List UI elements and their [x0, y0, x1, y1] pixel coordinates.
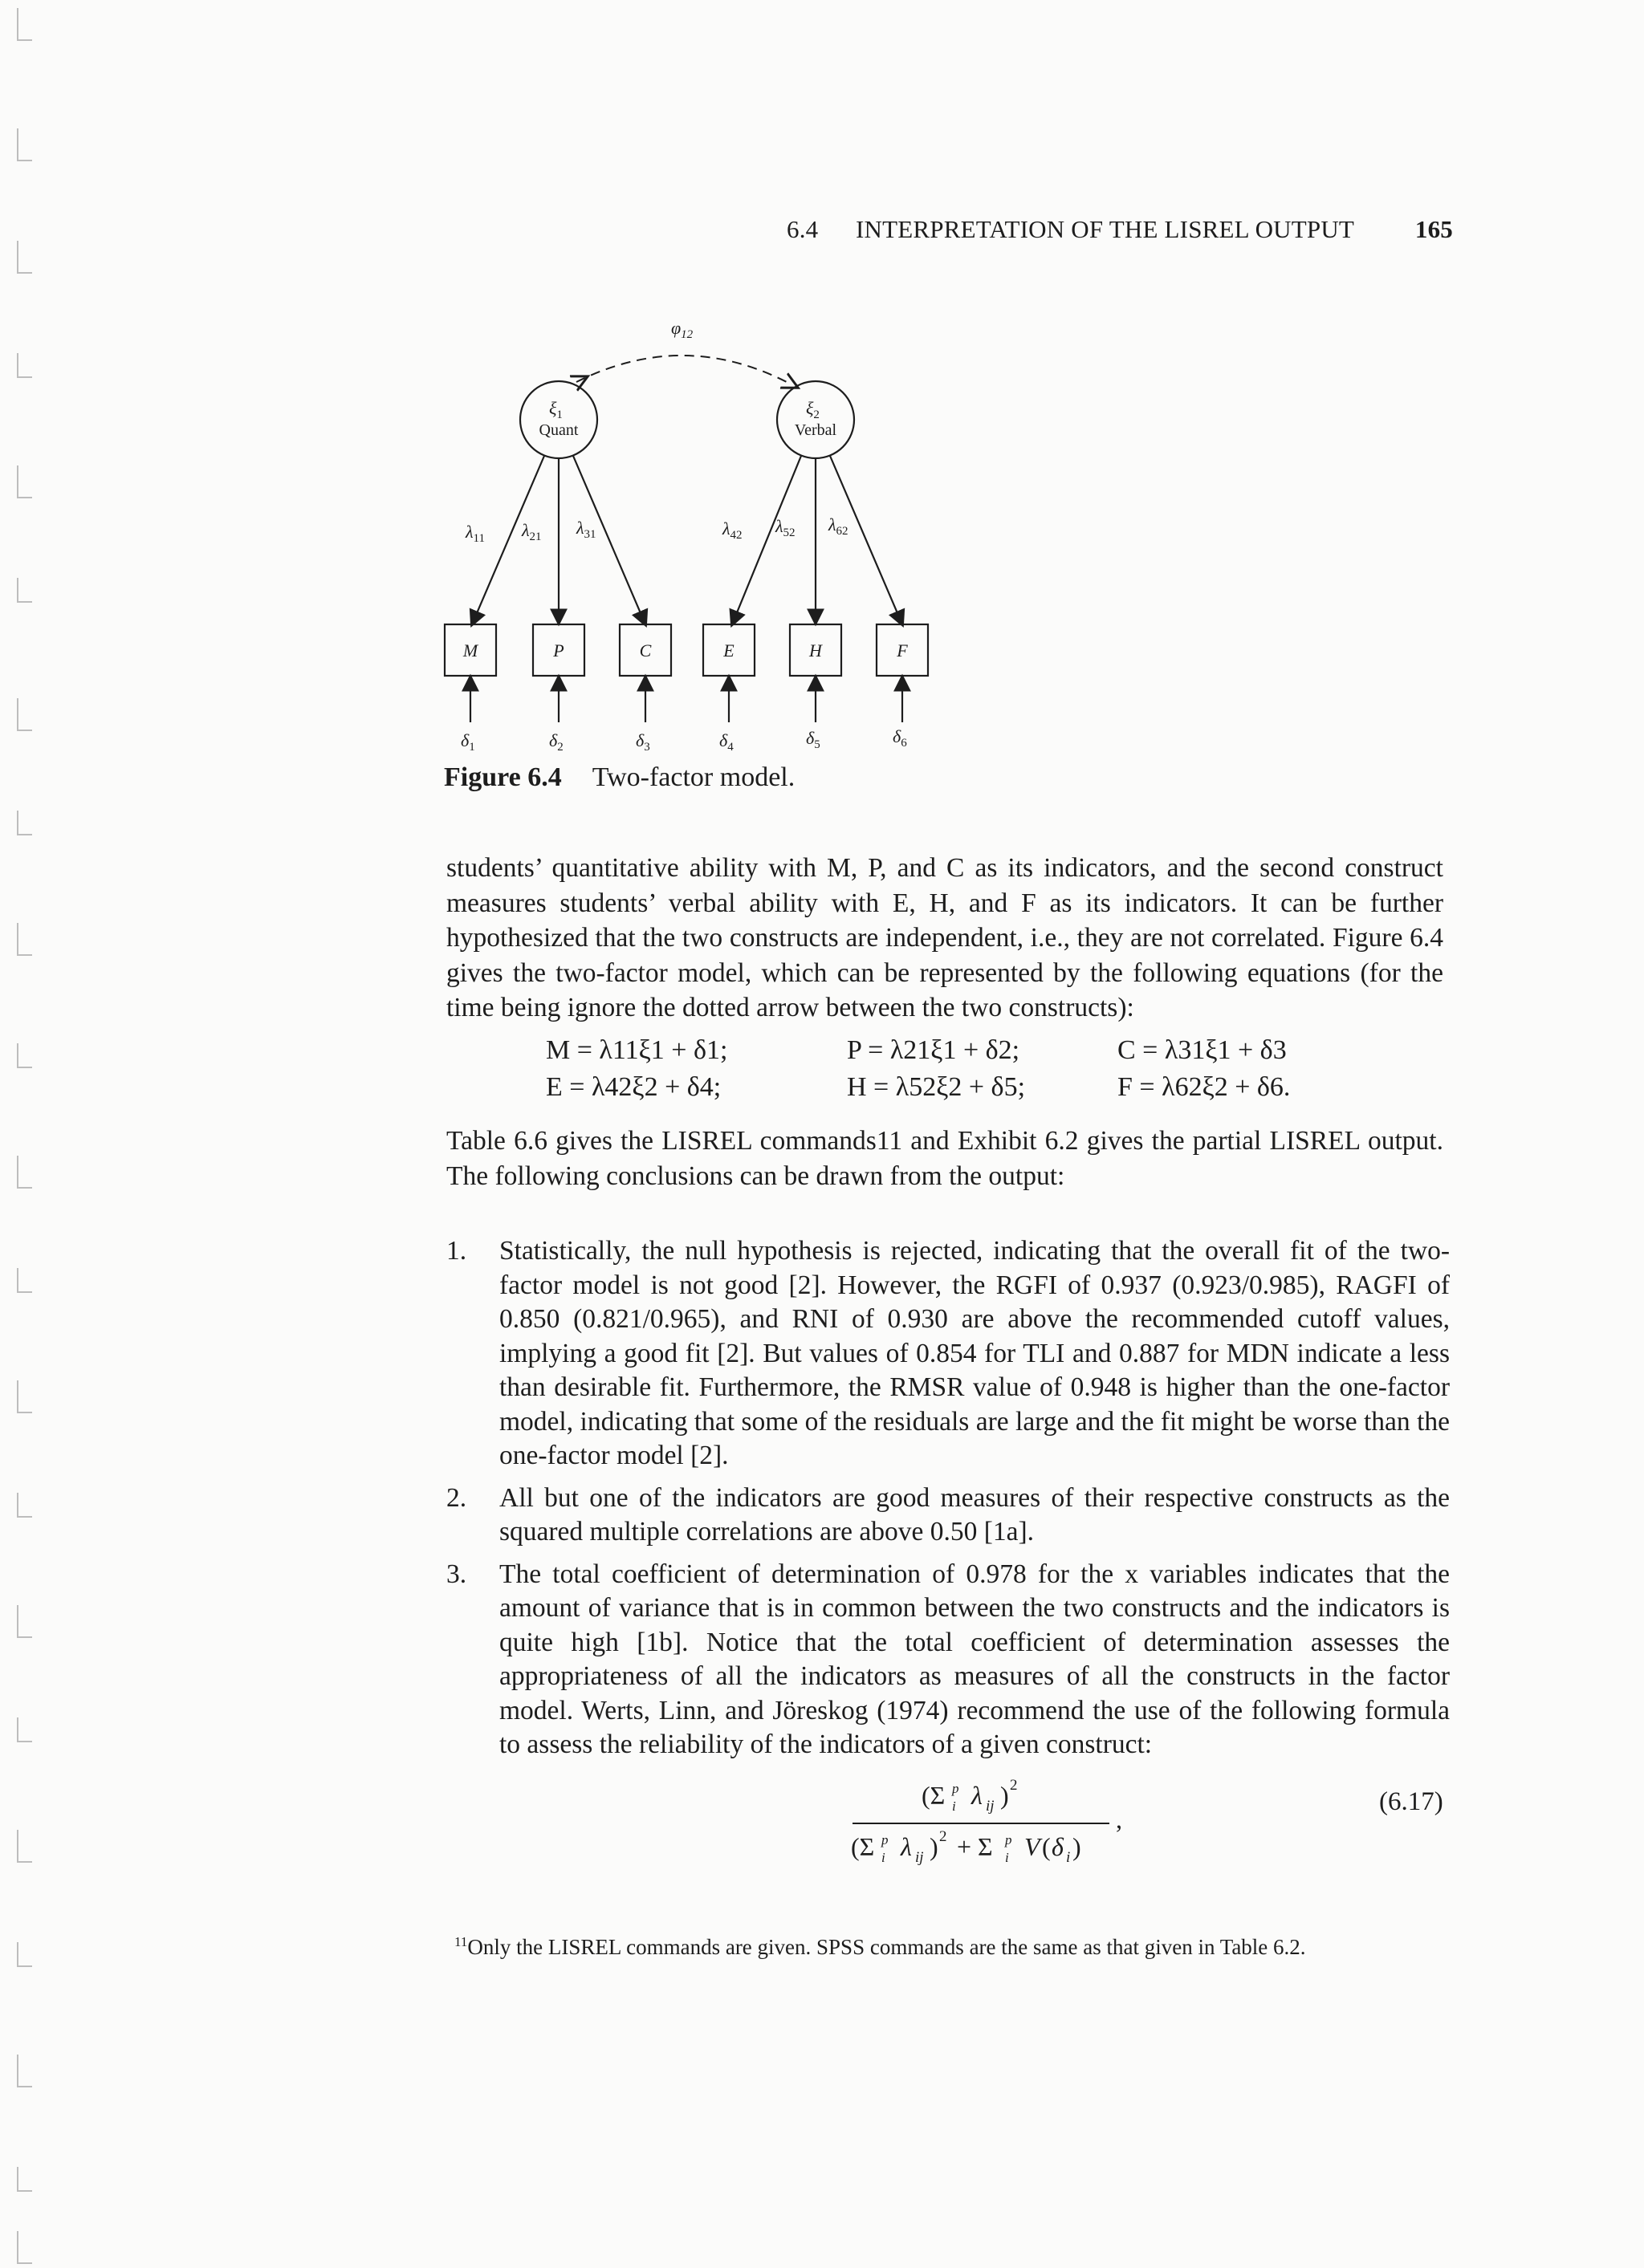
indicator-P: P	[553, 640, 564, 660]
equation-F: F = λ62ξ2 + δ6.	[1117, 1072, 1291, 1102]
svg-text:i: i	[1005, 1850, 1009, 1865]
error-label-2: $\delta_2$	[549, 730, 564, 754]
list-item-text: Statistically, the null hypothesis is rejected, indicating that the overall fit of the two-factor model is not good [2]. However, the RGFI of 0.937 (0.923/0.985), RAGFI of 0.850 (0.821/0.965), and RNI of 0.930 are above the recommended cutoff values, implying a good fit [2]. But values of 0.854 for TLI and 0.887 for MDN indicate a less than desirable fit. Furthermore, the RMSR value of 0.948 is higher than the one-factor model, indicating that some of the residuals are large and the fit might be worse than the one-factor model [2].	[499, 1236, 1450, 1470]
error-label-1: $\delta_1$	[461, 730, 475, 754]
measurement-equations	[546, 1035, 1349, 1109]
path-verbal-F	[830, 456, 902, 624]
scan-margin-marks	[0, 0, 64, 2268]
equation-row	[546, 1035, 1349, 1072]
list-item-text: The total coefficient of determination of 0.978 for the x variables indicates that the amount of variance that is in common between the two constructs and the indicators is quite high [1b]. Notice that the total coefficient of determination assesses the appropriateness of all the indicators as measures of all the constructs in the factor model. Werts, Linn, and Jöreskog (1974) recommend the use of the following formula to assess the reliability of the indicators of a given construct:	[499, 1559, 1450, 1759]
loading-label-42: $\lambda_{42}$	[722, 518, 743, 542]
list-item	[446, 1234, 1450, 1473]
loading-label-21: $\lambda_{21}$	[522, 520, 542, 543]
construct-verbal	[777, 381, 854, 458]
footnote-marker: 11	[454, 1934, 468, 1949]
two-factor-model-diagram	[433, 297, 947, 762]
list-item-number: 1.	[446, 1236, 467, 1266]
svg-text:+ Σ: + Σ	[957, 1832, 993, 1861]
equation-P: P = λ21ξ1 + δ2;	[847, 1035, 1020, 1065]
figure-caption-text: Two-factor model.	[592, 762, 796, 792]
indicator-E: E	[723, 640, 735, 660]
svg-text:p: p	[952, 1781, 959, 1796]
svg-text:ij: ij	[915, 1849, 924, 1866]
error-label-6: $\delta_6$	[893, 726, 907, 750]
svg-text:p: p	[881, 1832, 889, 1847]
construct-verbal-name: Verbal	[794, 421, 837, 439]
svg-text:δ: δ	[1052, 1832, 1064, 1861]
list-item-number: 2.	[446, 1482, 467, 1513]
construct-verbal-symbol: $\xi_2$	[806, 398, 820, 421]
svg-text:(Σ: (Σ	[851, 1832, 875, 1861]
page-number: 165	[1414, 215, 1453, 243]
section-number: 6.4	[787, 215, 819, 243]
loading-label-52: $\lambda_{52}$	[775, 516, 796, 539]
footnote-text: Only the LISREL commands are given. SPSS commands are the same as that given in Table 6.2.	[467, 1935, 1306, 1959]
svg-text:λ: λ	[971, 1781, 983, 1810]
construct-quant-name: Quant	[539, 421, 579, 439]
formula-numerator	[922, 1777, 1018, 1815]
svg-text:λ: λ	[901, 1832, 912, 1861]
error-label-4: $\delta_4$	[719, 730, 734, 754]
equation-M: M = λ11ξ1 + δ1;	[546, 1035, 728, 1065]
svg-text:ij: ij	[986, 1798, 995, 1815]
figure-caption	[444, 762, 795, 793]
indicator-M: M	[462, 640, 478, 660]
phi-label: $\varphi_{12}$	[671, 318, 694, 341]
svg-text:i: i	[952, 1799, 956, 1814]
indicator-C: C	[639, 640, 652, 660]
error-label-3: $\delta_3$	[636, 730, 650, 754]
list-item-number: 3.	[446, 1559, 467, 1589]
construct-quant	[520, 381, 597, 458]
indicator-F: F	[897, 640, 908, 660]
list-item	[446, 1558, 1450, 1762]
footnote	[454, 1934, 1306, 1960]
loading-label-31: $\lambda_{31}$	[576, 518, 596, 541]
svg-text:2: 2	[939, 1828, 947, 1845]
loading-label-11: $\lambda_{11}$	[466, 522, 485, 545]
list-item	[446, 1482, 1450, 1550]
running-head	[787, 215, 1453, 250]
equation-C: C = λ31ξ1 + δ3	[1117, 1035, 1287, 1065]
svg-text:V: V	[1024, 1832, 1040, 1861]
reliability-formula	[835, 1766, 1140, 1878]
svg-text:): )	[1072, 1832, 1081, 1861]
svg-text:i: i	[881, 1850, 885, 1865]
paragraph-lisrel-commands	[446, 1124, 1443, 1193]
svg-text:): )	[930, 1832, 938, 1861]
paragraph-model-description	[446, 851, 1443, 1026]
path-verbal-E	[732, 456, 801, 624]
figure-label: Figure 6.4	[444, 762, 562, 792]
loading-label-62: $\lambda_{62}$	[828, 514, 848, 538]
equation-E: E = λ42ξ2 + δ4;	[546, 1072, 722, 1102]
svg-text:p: p	[1005, 1832, 1012, 1847]
svg-text:(: (	[1042, 1832, 1051, 1861]
conclusions-list	[446, 1234, 1450, 1770]
formula-trailing-comma: ,	[1116, 1805, 1122, 1834]
paragraph-1-text: students’ quantitative ability with M, P, and C as its indicators, and the second construct measures students’ verbal ability with E, H, and F as its indicators. It can be further hypothesized that the two constructs are independent, i.e., they are not correlated. Figure 6.4 gives the two-factor model, which can be represented by the following equations (for the time being ignore the dotted arrow between the two constructs):	[446, 853, 1443, 1022]
phi-covariance-arc	[576, 356, 787, 382]
paragraph-2-text: Table 6.6 gives the LISREL commands11 and Exhibit 6.2 gives the partial LISREL output. The following conclusions can be drawn from the output:	[446, 1126, 1443, 1191]
equation-number: (6.17)	[1379, 1787, 1443, 1816]
construct-quant-symbol: $\xi_1$	[549, 398, 563, 421]
equation-H: H = λ52ξ2 + δ5;	[847, 1072, 1026, 1102]
svg-text:2: 2	[1010, 1777, 1018, 1794]
list-item-text: All but one of the indicators are good measures of their respective constructs as the squared multiple correlations are above 0.50 [1a].	[499, 1482, 1450, 1547]
section-title: INTERPRETATION OF THE LISREL OUTPUT	[856, 215, 1355, 243]
indicator-H: H	[809, 640, 822, 660]
svg-text:i: i	[1066, 1849, 1071, 1866]
svg-text:(Σ: (Σ	[922, 1781, 946, 1810]
formula-denominator	[851, 1828, 1081, 1866]
error-label-5: $\delta_5$	[806, 728, 820, 751]
svg-text:): )	[1000, 1781, 1009, 1810]
equation-row	[546, 1072, 1349, 1109]
